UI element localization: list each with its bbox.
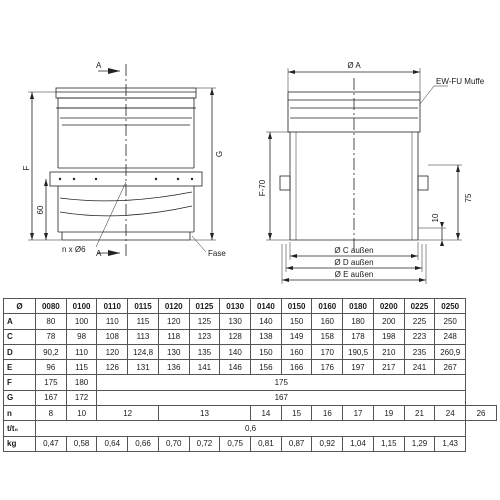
table-cell: 200 [373, 314, 404, 329]
table-column-header: 0115 [128, 299, 159, 314]
table-cell: 0,75 [220, 436, 251, 451]
diameter-c-label: Ø C außen [334, 246, 374, 255]
diameter-a-label: Ø A [347, 61, 361, 70]
table-row-label: A [4, 314, 36, 329]
table-column-header: 0080 [36, 299, 67, 314]
table-row [4, 436, 497, 451]
table-cell: 140 [251, 314, 282, 329]
table-cell: 223 [404, 329, 435, 344]
table-row [4, 329, 497, 344]
table-cell: 128 [220, 329, 251, 344]
table-column-header: 0150 [281, 299, 312, 314]
table-column-header: 0160 [312, 299, 343, 314]
table-column-header: 0130 [220, 299, 251, 314]
table-row [4, 314, 497, 329]
dimension-60-label: 60 [36, 205, 45, 215]
table-column-header: 0180 [343, 299, 374, 314]
table-row-label: C [4, 329, 36, 344]
table-cell: 160 [312, 314, 343, 329]
table-row-label: n [4, 406, 36, 421]
table-row-label: E [4, 360, 36, 375]
table-cell: 150 [281, 314, 312, 329]
table-cell: 16 [312, 406, 343, 421]
table-cell: 172 [66, 390, 97, 405]
table-cell: 160 [281, 344, 312, 359]
table-column-header: 0125 [189, 299, 220, 314]
table-cell: 146 [220, 360, 251, 375]
table-cell: 124,8 [128, 344, 159, 359]
table-cell: 14 [251, 406, 282, 421]
table-cell: 19 [373, 406, 404, 421]
table-cell: 130 [220, 314, 251, 329]
table-cell: 149 [281, 329, 312, 344]
table-cell: 260,9 [435, 344, 466, 359]
table-cell: 17 [343, 406, 374, 421]
table-cell: 26 [466, 406, 497, 421]
table-column-header: 0100 [66, 299, 97, 314]
table-row [4, 360, 497, 375]
table-column-header: 0250 [435, 299, 466, 314]
table-cell: 1,04 [343, 436, 374, 451]
dimension-f70-label: F-70 [258, 179, 267, 197]
table-cell: 0,70 [158, 436, 189, 451]
table-cell: 267 [435, 360, 466, 375]
table-cell: 178 [343, 329, 374, 344]
table-span-cell: 0,6 [36, 421, 466, 436]
table-cell: 24 [435, 406, 466, 421]
table-row [4, 344, 497, 359]
table-span-cell: 175 [97, 375, 466, 390]
table-cell: 0,72 [189, 436, 220, 451]
table-cell: 141 [189, 360, 220, 375]
table-cell: 110 [66, 344, 97, 359]
dimension-g-label: G [215, 150, 224, 158]
table-cell: 250 [435, 314, 466, 329]
dimension-10-label: 10 [431, 213, 440, 223]
table-cell: 175 [36, 375, 67, 390]
table-header-row [4, 299, 497, 314]
table-cell: 96 [36, 360, 67, 375]
table-cell: 225 [404, 314, 435, 329]
table-cell: 156 [251, 360, 282, 375]
table-column-header: 0200 [373, 299, 404, 314]
table-cell: 197 [343, 360, 374, 375]
table-cell: 0,47 [36, 436, 67, 451]
table-cell: 176 [312, 360, 343, 375]
table-cell: 78 [36, 329, 67, 344]
table-cell: 130 [158, 344, 189, 359]
table-cell: 10 [66, 406, 97, 421]
table-cell: 158 [312, 329, 343, 344]
table-cell: 150 [251, 344, 282, 359]
diameter-d-label: Ø D außen [334, 258, 374, 267]
table-cell: 108 [97, 329, 128, 344]
dimension-f-label: F [22, 165, 31, 171]
left-view [28, 64, 216, 256]
table-column-header: 0110 [97, 299, 128, 314]
table-cell: 180 [343, 314, 374, 329]
table-row-label: F [4, 375, 36, 390]
table-row-label: D [4, 344, 36, 359]
section-label-top: A [96, 61, 102, 70]
table-cell: 138 [251, 329, 282, 344]
table-cell: 0,87 [281, 436, 312, 451]
table-cell: 80 [36, 314, 67, 329]
table-row [4, 390, 497, 405]
table-cell: 0,66 [128, 436, 159, 451]
table-corner-cell: Ø [4, 299, 36, 314]
table-cell: 100 [66, 314, 97, 329]
table-cell: 1,43 [435, 436, 466, 451]
table-cell: 120 [97, 344, 128, 359]
table-cell: 131 [128, 360, 159, 375]
table-row [4, 375, 497, 390]
table-column-header: 0225 [404, 299, 435, 314]
table-cell: 8 [36, 406, 67, 421]
table-cell: 0,92 [312, 436, 343, 451]
table-cell: 115 [128, 314, 159, 329]
table-cell: 120 [158, 314, 189, 329]
table-cell: 248 [435, 329, 466, 344]
diameter-e-label: Ø E außen [334, 270, 374, 279]
table-column-header: 0120 [158, 299, 189, 314]
table-row-label: kg [4, 436, 36, 451]
section-label-bottom: A [96, 249, 102, 258]
table-row [4, 406, 497, 421]
table-cell: 0,58 [66, 436, 97, 451]
table-cell: 180 [66, 375, 97, 390]
table-cell: 135 [189, 344, 220, 359]
table-cell: 166 [281, 360, 312, 375]
table-cell: 170 [312, 344, 343, 359]
table-cell: 235 [404, 344, 435, 359]
table-cell: 167 [36, 390, 67, 405]
table-cell: 110 [97, 314, 128, 329]
table-cell: 12 [97, 406, 158, 421]
table-cell: 125 [189, 314, 220, 329]
table-cell: 210 [373, 344, 404, 359]
dimension-table [3, 298, 497, 452]
table-row [4, 421, 497, 436]
callout-label: EW-FU Muffe [436, 77, 485, 86]
table-cell: 1,29 [404, 436, 435, 451]
table-row-label: G [4, 390, 36, 405]
table-span-cell: 167 [97, 390, 466, 405]
table-cell: 113 [128, 329, 159, 344]
table-cell: 98 [66, 329, 97, 344]
table-column-header: 0140 [251, 299, 282, 314]
table-row-label: t/t₀ [4, 421, 36, 436]
table-cell: 140 [220, 344, 251, 359]
table-cell: 21 [404, 406, 435, 421]
table-cell: 217 [373, 360, 404, 375]
table-cell: 136 [158, 360, 189, 375]
table-cell: 190,5 [343, 344, 374, 359]
table-cell: 0,64 [97, 436, 128, 451]
table-cell: 15 [281, 406, 312, 421]
table-cell: 126 [97, 360, 128, 375]
fase-label: Fase [208, 249, 226, 258]
table-cell: 123 [189, 329, 220, 344]
table-cell: 90,2 [36, 344, 67, 359]
dimension-75-label: 75 [464, 193, 473, 203]
holes-label: n x Ø6 [62, 245, 86, 254]
table-cell: 118 [158, 329, 189, 344]
table-cell: 13 [158, 406, 250, 421]
table-cell: 115 [66, 360, 97, 375]
table-cell: 241 [404, 360, 435, 375]
table-cell: 0,81 [251, 436, 282, 451]
table-cell: 198 [373, 329, 404, 344]
table-cell: 1,15 [373, 436, 404, 451]
